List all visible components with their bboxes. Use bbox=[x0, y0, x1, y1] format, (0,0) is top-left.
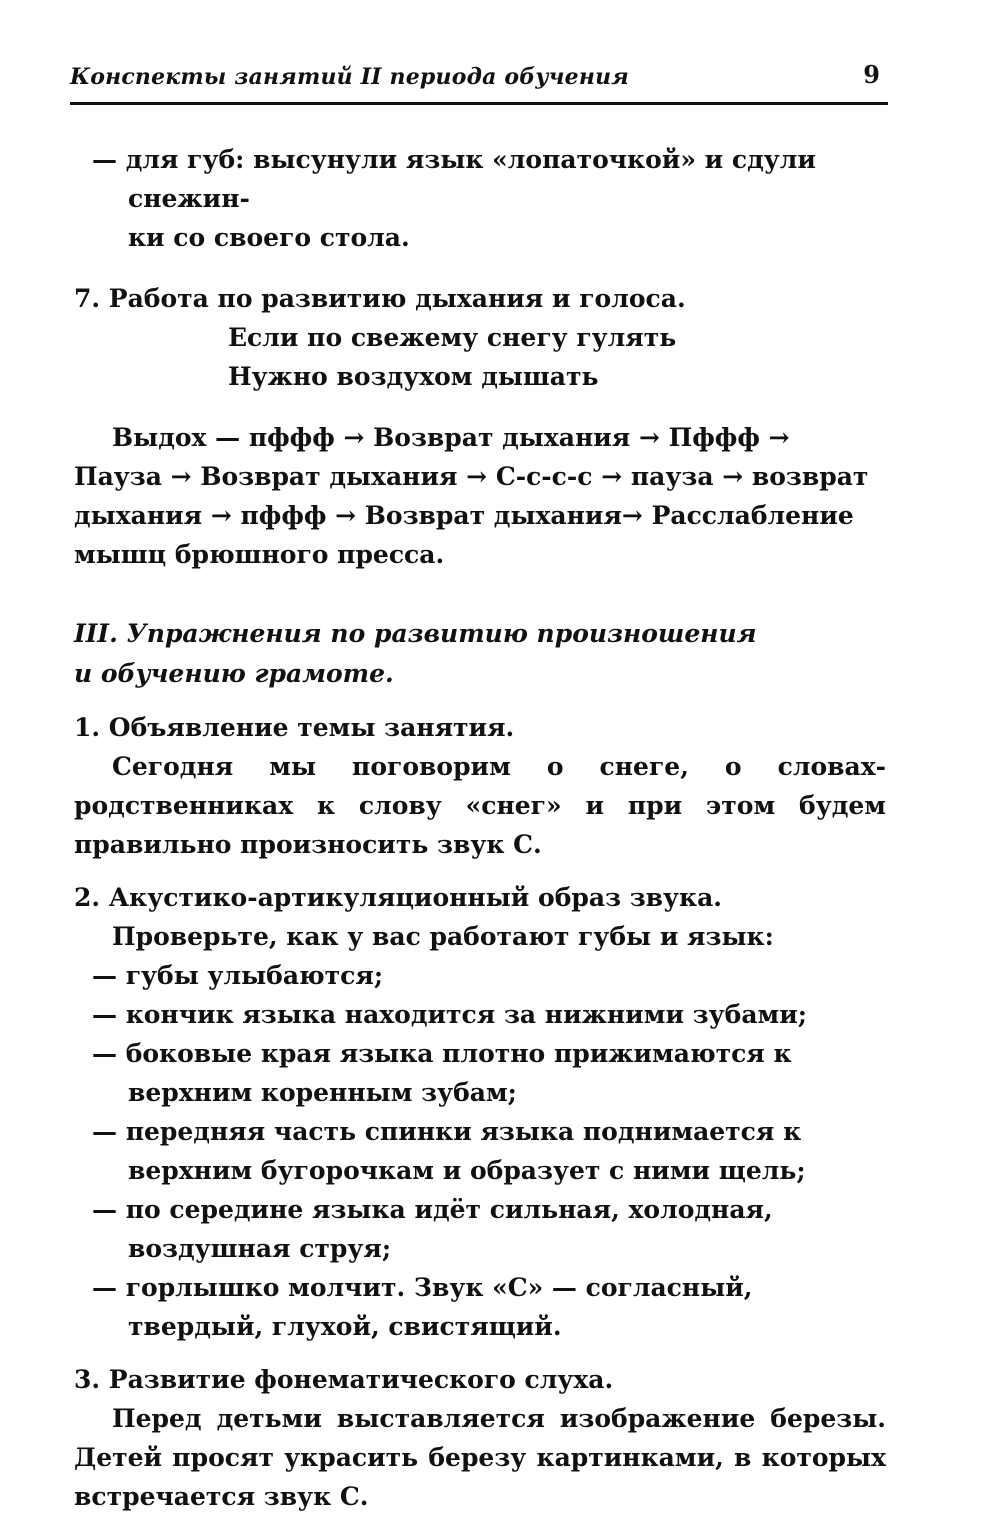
list-item: — кончик языка находится за нижними зубами; bbox=[92, 1000, 808, 1029]
list-item: — губы улыбаются; bbox=[92, 961, 384, 990]
running-title: Конспекты занятий II периода обучения bbox=[70, 64, 629, 90]
item-2-heading: 2. Акустико-артикуляционный образ звука. bbox=[74, 883, 723, 912]
page-number: 9 bbox=[863, 60, 880, 89]
breath-line-1: Выдох — пффф → Возврат дыхания → Пффф → bbox=[112, 423, 790, 452]
breath-line-4: мышц брюшного пресса. bbox=[74, 540, 445, 569]
list-item: — по середине языка идёт сильная, холодная, воздушная струя; bbox=[92, 1195, 773, 1263]
lips-exercise bbox=[74, 140, 886, 257]
list-item: — горлышко молчит. Звук «С» — согласный, твердый, глухой, свистящий. bbox=[92, 1273, 753, 1341]
section-title-line-1: III. Упражнения по развитию произношения bbox=[74, 619, 757, 648]
list-item: — передняя часть спинки языка поднимается к верхним бугорочкам и образует с ними щель; bbox=[92, 1117, 806, 1185]
lips-line-1: — для губ: высунули язык «лопаточкой» и сдули снежин- bbox=[92, 145, 816, 213]
page-header bbox=[70, 58, 888, 105]
breath-line-2: Пауза → Возврат дыхания → С-с-с-с → пауза → возврат bbox=[74, 462, 869, 491]
item-7-heading: 7. Работа по развитию дыхания и голоса. bbox=[74, 284, 686, 313]
page-body bbox=[74, 140, 886, 1516]
verse-line-1: Если по свежему снегу гулять bbox=[228, 323, 677, 352]
item-3-text: Перед детьми выставляется изображение березы. Детей просят украсить березу картинками, в которых встречается звук С. bbox=[74, 1404, 886, 1511]
item-3-heading: 3. Развитие фонематического слуха. bbox=[74, 1365, 614, 1394]
item-1-text: Сегодня мы поговорим о снеге, о словах-родственниках к слову «снег» и при этом будем правильно произносить звук С. bbox=[74, 752, 886, 859]
section-title-line-2: и обучению грамоте. bbox=[74, 659, 394, 688]
item-2-intro: Проверьте, как у вас работают губы и язык: bbox=[112, 922, 774, 951]
verse-line-2: Нужно воздухом дышать bbox=[228, 362, 599, 391]
breath-line-3: дыхания → пффф → Возврат дыхания→ Расслабление bbox=[74, 501, 854, 530]
list-item: — боковые края языка плотно прижимаются к верхним коренным зубам; bbox=[92, 1039, 792, 1107]
lips-line-2: ки со своего стола. bbox=[128, 223, 410, 252]
item-1-heading: 1. Объявление темы занятия. bbox=[74, 713, 515, 742]
